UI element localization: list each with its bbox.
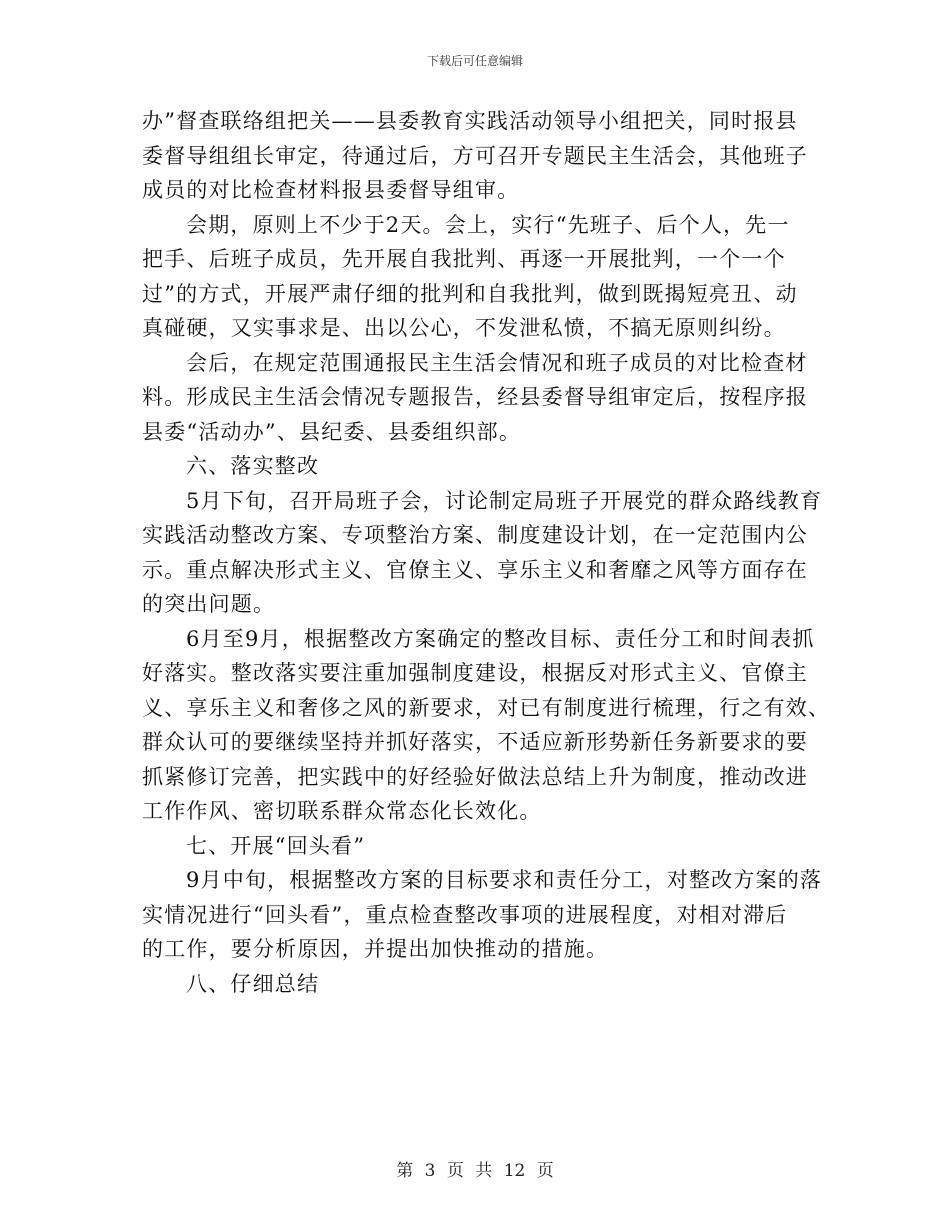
text-line: 真碰硬，又实事求是、出以公心，不发泄私愤，不搞无原则纠纷。 [142, 316, 786, 340]
text-line: 办”督查联络组把关——县委教育实践活动领导小组把关，同时报县 [142, 109, 798, 133]
text-line: 好落实。整改落实要注重加强制度建设，根据反对形式主义、官僚主 [142, 661, 808, 685]
text-line: 的突出问题。 [142, 592, 276, 616]
page-header: 下载后可任意编辑 [426, 54, 523, 68]
text-line: 5月下旬，召开局班子会，讨论制定局班子开展党的群众路线教育 [186, 488, 823, 513]
page-footer: 第 3 页 共 12 页 [396, 1161, 554, 1181]
section-heading: 八、仔细总结 [186, 971, 320, 996]
text-line: 示。重点解决形式主义、官僚主义、享乐主义和奢靡之风等方面存在 [142, 557, 808, 582]
text-line: 义、享乐主义和奢侈之风的新要求，对已有制度进行梳理，行之有效、 [142, 695, 831, 720]
text-line: 实践活动整改方案、专项整治方案、制度建设计划，在一定范围内公 [142, 523, 808, 547]
text-line: 实情况进行“回头看”，重点检查整改事项的进展程度，对相对滞后 [142, 902, 788, 927]
section-heading: 六、落实整改 [186, 454, 320, 478]
text-line: 会期，原则上不少于2天。会上，实行“先班子、后个人，先一 [186, 212, 790, 237]
text-line: 抓紧修订完善，把实践中的好经验好做法总结上升为制度，推动改进 [142, 764, 808, 789]
text-line: 成员的对比检查材料报县委督导组审。 [142, 178, 520, 202]
text-line: 料。形成民主生活会情况专题报告，经县委督导组审定后，按程序报 [142, 385, 808, 409]
text-line: 委督导组组长审定，待通过后，方可召开专题民主生活会，其他班子 [142, 143, 808, 168]
text-line: 群众认可的要继续坚持并抓好落实，不适应新形势新任务新要求的要 [142, 730, 808, 754]
text-line: 的工作，要分析原因，并提出加快推动的措施。 [142, 937, 609, 961]
text-line: 过”的方式，开展严肃仔细的批判和自我批判，做到既揭短亮丑、动 [142, 281, 798, 306]
text-line: 工作作风、密切联系群众常态化长效化。 [142, 799, 542, 823]
text-line: 把手、后班子成员，先开展自我批判、再逐一开展批判，一个一个 [142, 247, 786, 271]
section-heading: 七、开展“回头看” [186, 833, 366, 858]
text-line: 会后，在规定范围通报民主生活会情况和班子成员的对比检查材 [186, 350, 808, 375]
text-line: 9月中旬，根据整改方案的目标要求和责任分工，对整改方案的落 [186, 868, 823, 892]
text-line: 6月至9月，根据整改方案确定的整改目标、责任分工和时间表抓 [186, 626, 815, 651]
document-body [142, 104, 831, 1001]
text-line: 县委“活动办”、县纪委、县委组织部。 [142, 419, 522, 444]
